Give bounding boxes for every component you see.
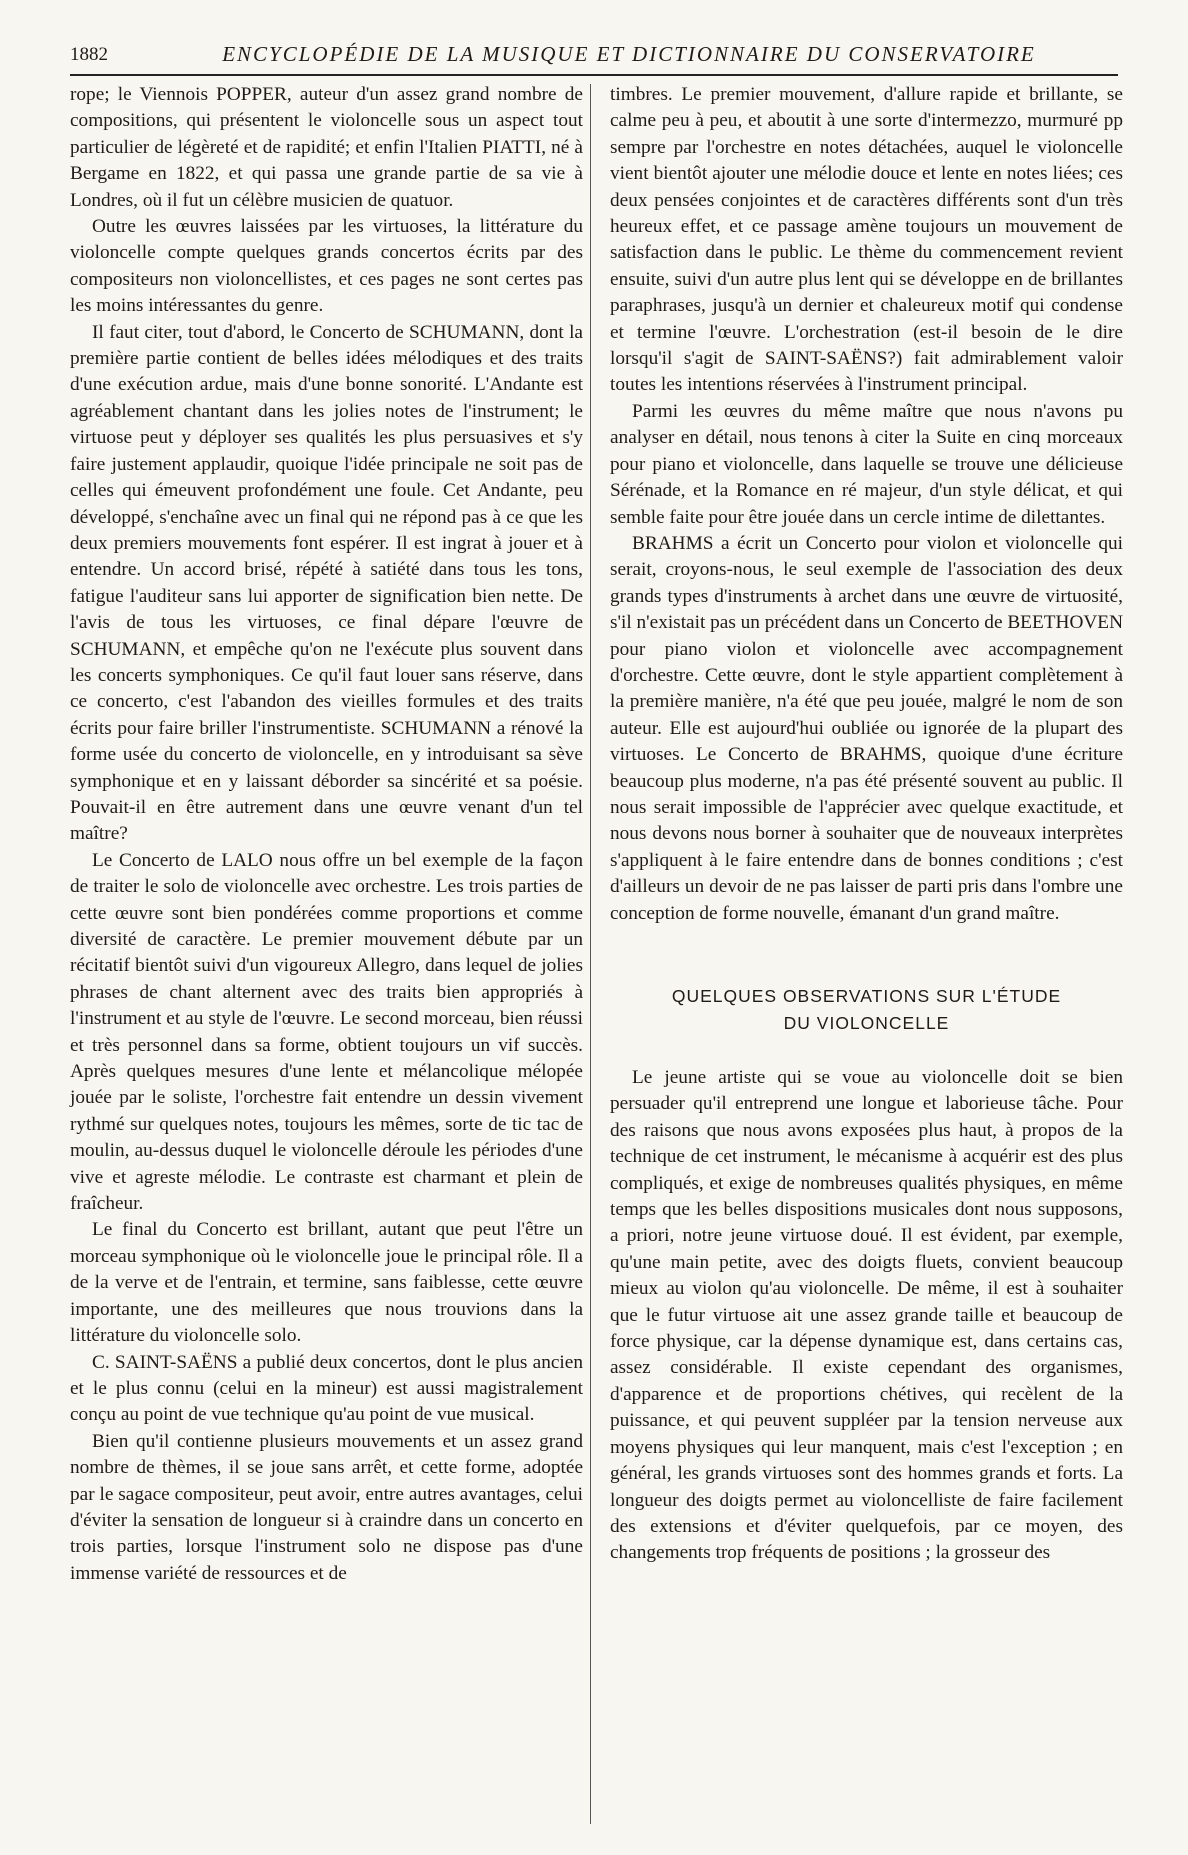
running-title: ENCYCLOPÉDIE DE LA MUSIQUE ET DICTIONNAIRE DU CONSERVATOIRE bbox=[222, 42, 1036, 66]
section-heading-line: QUELQUES OBSERVATIONS SUR L'ÉTUDE bbox=[671, 986, 1062, 1006]
paragraph: rope; le Viennois POPPER, auteur d'un assez grand nombre de compositions, qui présentent le violoncelle sous un aspect tout particulier de légèreté et de rapidité; et enfin l'Italien PIATTI, né à Bergame en 1822, et qui passa une grande partie de sa vie à Londres, où il fut un célèbre musicien de quatuor. bbox=[70, 84, 583, 211]
paragraph: Outre les œuvres laissées par les virtuoses, la littérature du violoncelle compte quelques grands concertos écrits par des compositeurs non violoncellistes, et ces pages ne sont certes pas les moins intéressantes du genre. bbox=[70, 216, 583, 317]
paragraph: Il faut citer, tout d'abord, le Concerto de SCHUMANN, dont la première partie contient de belles idées mélodiques et des traits d'une exécution ardue, mais d'une bonne sonorité. L'Andante est agréablement chantant dans les jolies notes de l'instrument; le virtuose peut y déployer ses qualités les plus persuasives et s'y faire justement applaudir, quoique l'idée principale ne soit pas de celles qui émeuvent profondément une foule. Cet Andante, peu développé, s'enchaîne avec un final qui ne répond pas à ce que les deux premiers mouvements font espérer. Il est ingrat à jouer et à entendre. Un accord brisé, répété à satiété dans tous les tons, fatigue l'auditeur sans lui apporter de signification bien nette. De l'avis de tous les virtuoses, ce final dépare l'œuvre de SCHUMANN, et empêche qu'on ne l'exécute plus souvent dans les concerts symphoniques. Ce qu'il faut louer sans réserve, dans ce concerto, c'est l'abandon des vieilles formules et des traits écrits pour faire briller l'instrumentiste. SCHUMANN a rénové la forme usée du concerto de violoncelle, en y introduisant sa sève symphonique et en y laissant déborder sa sincérité et sa poésie. Pouvait-il en être autrement dans une œuvre venant d'un tel maître? bbox=[70, 321, 583, 845]
section-heading-line: DU VIOLONCELLE bbox=[783, 1013, 950, 1033]
running-header bbox=[70, 40, 1118, 76]
column-divider bbox=[590, 84, 591, 1824]
paragraph: C. SAINT-SAËNS a publié deux concertos, dont le plus ancien et le plus connu (celui en la mineur) est aussi magistralement conçu au point de vue technique qu'au point de vue musical. bbox=[70, 1351, 583, 1426]
left-column bbox=[70, 82, 583, 1587]
page-number: 1882 bbox=[70, 44, 108, 65]
paragraph: BRAHMS a écrit un Concerto pour violon et violoncelle qui serait, croyons-nous, le seul exemple de l'association des deux grands types d'instruments à archet dans une œuvre de virtuosité, s'il n'existait pas un précédent dans un Concerto de BEETHOVEN pour piano violon et violoncelle avec accompagnement d'orchestre. Cette œuvre, dont le style appartient complètement à la première manière, n'a été que peu jouée, malgré le nom de son auteur. Elle est aujourd'hui oubliée ou ignorée de la plupart des virtuoses. Le Concerto de BRAHMS, quoique d'une écriture beaucoup plus moderne, n'a pas été présenté souvent au public. Il nous serait impossible de l'apprécier avec quelque exactitude, et nous devons nous borner à souhaiter que de nouveaux interprètes s'appliquent à le faire entendre dans de bonnes conditions ; c'est d'ailleurs un devoir de ne pas laisser de parti pris dans l'ombre une conception de forme nouvelle, émanant d'un grand maître. bbox=[610, 532, 1123, 924]
paragraph: Le Concerto de LALO nous offre un bel exemple de la façon de traiter le solo de violoncelle avec orchestre. Les trois parties de cette œuvre sont bien pondérées comme proportions et comme diversité de caractère. Le premier mouvement débute par un récitatif bientôt suivi d'un vigoureux Allegro, dans lequel de jolies phrases de chant alternent avec des traits bien appropriés à l'instrument et au style de l'œuvre. Le second morceau, bien réussi et très personnel dans sa forme, obtient toujours un vif succès. Après quelques mesures d'une lente et mélancolique mélopée jouée par le soliste, l'orchestre fait entendre un dessin vivement rythmé sur quelques notes, toujours les mêmes, sorte de tic tac de moulin, au-dessus duquel le violoncelle déroule les périodes d'une vive et agreste mélodie. Le contraste est charmant et plein de fraîcheur. bbox=[70, 849, 583, 1215]
paragraph: Le final du Concerto est brillant, autant que peut l'être un morceau symphonique où le violoncelle joue le principal rôle. Il a de la verve et de l'entrain, et termine, sans faiblesse, cette œuvre importante, une des meilleures que nous trouvions dans la littérature du violoncelle solo. bbox=[70, 1219, 583, 1347]
right-column bbox=[610, 82, 1123, 1567]
section-heading bbox=[610, 983, 1123, 1037]
paragraph: Bien qu'il contienne plusieurs mouvements et un assez grand nombre de thèmes, il se joue sans arrêt, et cette forme, adoptée par le sagace compositeur, peut avoir, entre autres avantages, celui d'éviter la sensation de longueur si à craindre dans un concerto en trois parties, lorsque l'instrument solo ne dispose pas d'une immense variété de ressources et de bbox=[70, 1430, 583, 1584]
paragraph: timbres. Le premier mouvement, d'allure rapide et brillante, se calme peu à peu, et aboutit à une sorte d'intermezzo, murmuré pp sempre par l'orchestre en notes détachées, auquel le violoncelle vient bientôt ajouter une mélodie douce et lente en notes liées; ces deux pensées conjointes et de caractères différents sont d'un très heureux effet, et ce passage amène toujours un mouvement de satisfaction dans le public. Le thème du commencement revient ensuite, suivi d'un autre plus lent qui se développe en de brillantes paraphrases, jusqu'à un dernier et chaleureux motif qui condense et termine l'œuvre. L'orchestration (est-il besoin de le dire lorsqu'il s'agit de SAINT-SAËNS?) fait admirablement valoir toutes les intentions réservées à l'instrument principal. bbox=[610, 84, 1123, 396]
paragraph: Le jeune artiste qui se voue au violoncelle doit se bien persuader qu'il entreprend une longue et laborieuse tâche. Pour des raisons que nous avons exposées plus haut, à propos de la technique de cet instrument, le mécanisme à acquérir est des plus compliqués, et exige de nombreuses qualités physiques, en même temps que les belles dispositions musicales dont nous supposons, a priori, notre jeune virtuose doué. Il est évident, par exemple, qu'une main petite, avec des doigts fluets, convient beaucoup mieux au violon qu'au violoncelle. De même, il est à souhaiter que le futur virtuose ait une assez grande taille et beaucoup de force physique, car la dépense dynamique est, dans certains cas, assez considérable. Il existe cependant des organismes, d'apparence et de proportions chétives, qui recèlent de la puissance, et qui peuvent suppléer par la tension nerveuse aux moyens physiques qui leur manquent, mais c'est l'exception ; en général, les grands virtuoses sont des hommes grands et forts. La longueur des doigts permet au violoncelliste de faire facilement des extensions et d'éviter quelquefois, par ce moyen, des changements trop fréquents de positions ; la grosseur des bbox=[610, 1067, 1123, 1564]
paragraph: Parmi les œuvres du même maître que nous n'avons pu analyser en détail, nous tenons à citer la Suite en cinq morceaux pour piano et violoncelle, dans laquelle se trouve une délicieuse Sérénade, et la Romance en ré majeur, d'un style délicat, et qui semble faite pour être jouée dans un cercle intime de dilettantes. bbox=[610, 400, 1123, 528]
